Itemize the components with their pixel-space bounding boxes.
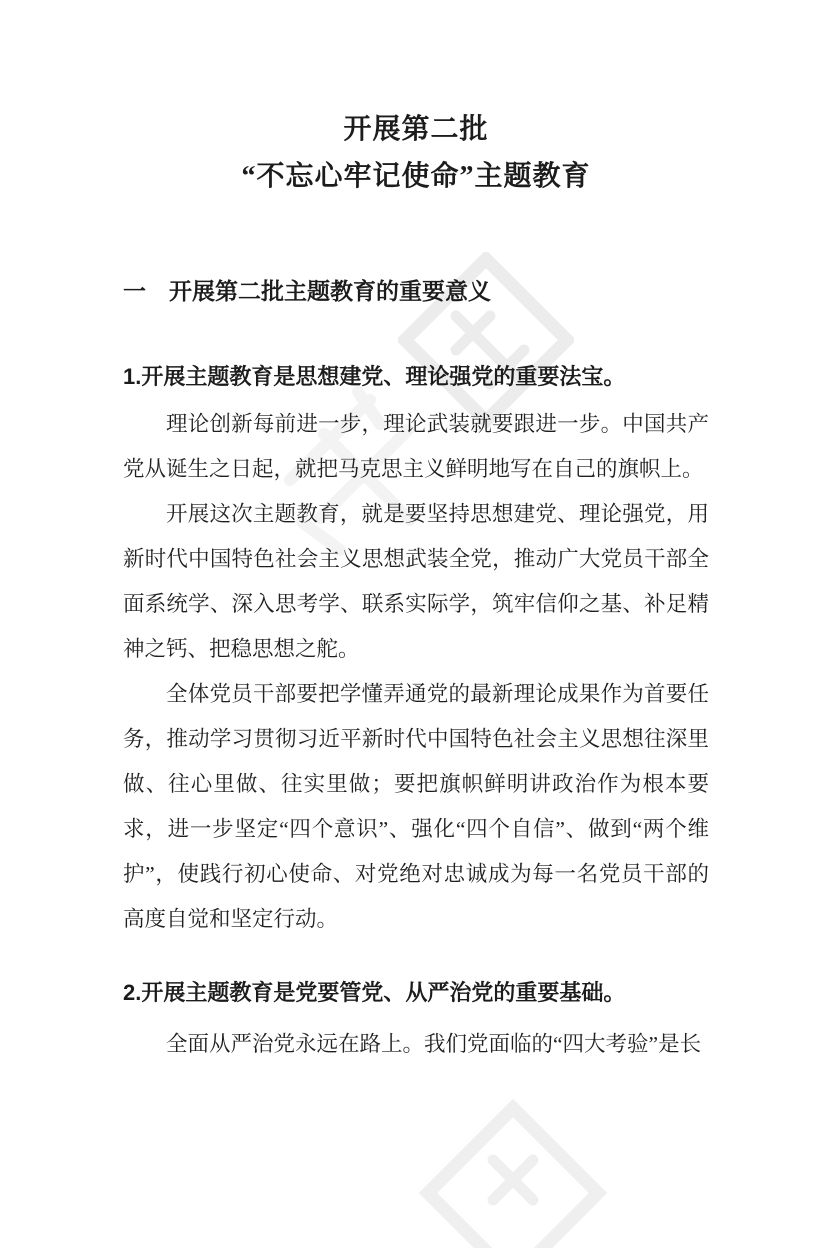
document-content bbox=[123, 106, 709, 1067]
paragraph-3: 全体党员干部要把学懂弄通党的最新理论成果作为首要任务，推动学习贯彻习近平新时代中国特色社会主义思想往深里做、往心里做、往实里做；要把旗帜鲜明讲政治作为根本要求，进一步坚定“四个意识”、强化“四个自信”、做到“两个维护”，使践行初心使命、对党绝对忠诚成为每一名党员干部的高度自觉和坚定行动。 bbox=[123, 682, 709, 931]
paragraph-1: 理论创新每前进一步，理论武装就要跟进一步。中国共产党从诞生之日起，就把马克思主义鲜明地写在自己的旗帜上。 bbox=[123, 412, 709, 481]
paragraph-4: 全面从严治党永远在路上。我们党面临的“四大考验”是长 bbox=[166, 1032, 702, 1056]
subsection-1-heading: 1.开展主题教育是思想建党、理论强党的重要法宝。 bbox=[123, 364, 626, 389]
document-title bbox=[123, 106, 709, 200]
title-line-1: 开展第二批 bbox=[343, 114, 489, 145]
subsection-2-heading: 2.开展主题教育是党要管党、从严治党的重要基础。 bbox=[123, 980, 626, 1005]
paragraph-2: 开展这次主题教育，就是要坚持思想建党、理论强党，用新时代中国特色社会主义思想武装全党，推动广大党员干部全面系统学、深入思考学、联系实际学，筑牢信仰之基、补足精神之钙、把稳思想之舵。 bbox=[123, 502, 709, 661]
section-heading-1: 一 开展第二批主题教育的重要意义 bbox=[123, 278, 491, 304]
title-line-2: “不忘心牢记使命”主题教育 bbox=[241, 161, 591, 192]
watermark-bottom-partial-icon bbox=[418, 1098, 608, 1248]
